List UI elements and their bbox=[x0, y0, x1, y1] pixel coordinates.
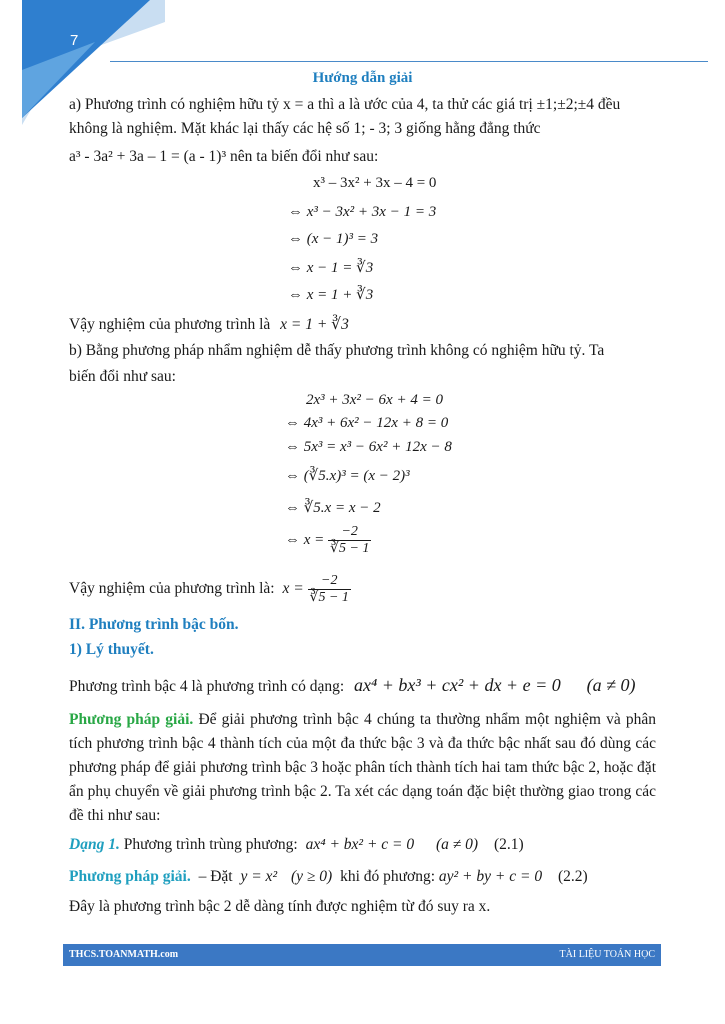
dang1-text: Phương trình trùng phương: bbox=[123, 836, 298, 853]
part-b-conclusion-label: Vậy nghiệm của phương trình là: bbox=[69, 580, 275, 598]
page-number: 7 bbox=[70, 32, 79, 49]
solution-title: Hướng dẫn giải bbox=[312, 70, 413, 86]
method-text: Để giải phương trình bậc 4 chúng ta thường nhẩm một nghiệm và phân tích phương trình bậc 4 thành tích của một đa thức bậc 3 và đa thức bậc nhất sau đó dùng các phương pháp để giải phương trình bậc 3 hoặc phân tích thành tích hai tam thức bậc 2, hoặc đặt ẩn phụ chuyển về giải phương trình bậc 2. Ta xét các dạng toán đặc biệt thường giao trong các đề thi như sau: bbox=[69, 711, 656, 824]
part-b-eq3: ⇔ 5x³ = x³ − 6x² + 12x − 8 bbox=[285, 439, 452, 455]
footer-bar bbox=[63, 944, 661, 966]
dang1-tag: (2.1) bbox=[493, 836, 524, 853]
section-heading: II. Phương trình bậc bốn. bbox=[69, 616, 239, 633]
dang1-label: Dạng 1. bbox=[69, 836, 120, 853]
method2-cond: (y ≥ 0) bbox=[290, 868, 333, 885]
sub-heading: 1) Lý thuyết. bbox=[69, 641, 154, 658]
part-b-eq1: 2x³ + 3x² − 6x + 4 = 0 bbox=[306, 392, 443, 408]
part-b-conclusion-fraction bbox=[308, 573, 351, 606]
header-rule bbox=[110, 61, 708, 62]
part-a-line3: a³ - 3a² + 3a – 1 = (a - 1)³ nên ta biến đổi như sau: bbox=[69, 148, 379, 165]
part-b-line1: b) Bằng phương pháp nhẩm nghiệm dễ thấy phương trình không có nghiệm hữu tỷ. Ta bbox=[69, 342, 605, 359]
last-line: Đây là phương trình bậc 2 dễ dàng tính được nghiệm từ đó suy ra x. bbox=[69, 898, 491, 915]
method2-prefix: – Đặt bbox=[198, 868, 233, 885]
method2-sub: y = x² bbox=[240, 868, 278, 885]
method2-line bbox=[69, 866, 588, 888]
footer-tagline: TÀI LIỆU TOÁN HỌC bbox=[559, 949, 655, 960]
part-a-eq4: ⇔ x − 1 = ∛3 bbox=[288, 260, 374, 276]
part-b-conclusion-prefix: x = bbox=[282, 580, 304, 598]
dang1-eq: ax⁴ + bx² + c = 0 bbox=[305, 836, 415, 853]
part-a-line2: không là nghiệm. Mặt khác lại thấy các hệ số 1; - 3; 3 giống hằng đẳng thức bbox=[69, 120, 541, 137]
part-a-eq3: ⇔ (x − 1)³ = 3 bbox=[288, 231, 379, 247]
method-paragraph bbox=[69, 708, 656, 828]
dang1-line bbox=[69, 834, 524, 856]
part-b-conclusion-numerator: −2 bbox=[321, 573, 338, 588]
method2-tag: (2.2) bbox=[557, 868, 588, 885]
quartic-form-eq: ax⁴ + bx³ + cx² + dx + e = 0 bbox=[354, 675, 561, 695]
method2-eq: ay² + by + c = 0 bbox=[438, 868, 543, 885]
footer-site: THCS.TOANMATH.com bbox=[69, 949, 179, 960]
part-a-line1: a) Phương trình có nghiệm hữu tỷ x = a thì a là ước của 4, ta thử các giá trị ±1;±2;±4 đều bbox=[69, 96, 621, 113]
quartic-form-cond: (a ≠ 0) bbox=[586, 675, 636, 695]
part-b-eq6-fraction bbox=[328, 524, 371, 557]
part-a-eq2: ⇔ x³ − 3x² + 3x − 1 = 3 bbox=[288, 204, 437, 220]
part-b-conclusion-denominator: ∛5 − 1 bbox=[309, 590, 349, 605]
part-b-line2: biến đổi như sau: bbox=[69, 368, 176, 385]
part-b-eq6 bbox=[285, 524, 371, 557]
part-a-eq1: x³ – 3x² + 3x – 4 = 0 bbox=[313, 175, 437, 191]
quartic-form-label: Phương trình bậc 4 là phương trình có dạng: bbox=[69, 678, 345, 695]
method-label: Phương pháp giải. bbox=[69, 711, 194, 728]
part-a-conclusion-label: Vậy nghiệm của phương trình là bbox=[69, 316, 271, 333]
part-b-eq4: ⇔ (∛5.x)³ = (x − 2)³ bbox=[285, 468, 410, 484]
part-a-conclusion bbox=[69, 314, 349, 336]
part-b-eq5: ⇔ ∛5.x = x − 2 bbox=[285, 500, 381, 516]
part-b-conclusion bbox=[69, 573, 351, 606]
part-a-eq5: ⇔ x = 1 + ∛3 bbox=[288, 287, 374, 303]
method2-label: Phương pháp giải. bbox=[69, 868, 191, 885]
part-b-eq6-denominator: ∛5 − 1 bbox=[330, 541, 370, 556]
method2-mid: khi đó phương: bbox=[340, 868, 436, 885]
part-b-eq6-numerator: −2 bbox=[341, 524, 358, 539]
part-b-eq6-prefix: ⇔ x = bbox=[285, 531, 325, 548]
part-b-eq2: ⇔ 4x³ + 6x² − 12x + 8 = 0 bbox=[285, 415, 449, 431]
part-a-conclusion-value: x = 1 + ∛3 bbox=[280, 316, 349, 333]
dang1-cond: (a ≠ 0) bbox=[436, 836, 479, 853]
quartic-form bbox=[69, 674, 635, 698]
